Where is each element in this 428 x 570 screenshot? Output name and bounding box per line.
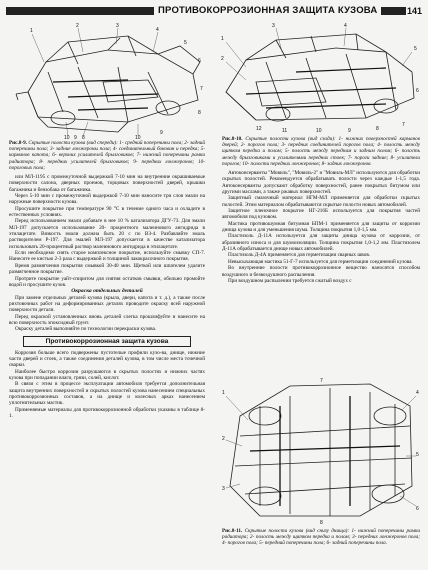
paragraph: При воздушном распылении требуется сжатый воздух с [228, 277, 352, 284]
paragraph: Перед окраской установленных вновь деталей слегка прошлифуйте и нанесите на всю поверхность эпоксидный грунт. [9, 313, 205, 326]
page-header [6, 4, 422, 18]
paragraph: Через 5-10 мин с промежуточной выдержкой 7-10 мин наносите три слоя эмали на наружные поверхности кузова. [9, 193, 205, 206]
paragraph: Время размягчения покрытия смывкой 30-40 мин. Щеткой или шпателем удалите размягченное покрытие. [9, 262, 205, 276]
fig3-label: 6 [416, 506, 419, 512]
paragraph: Пластизоль Д-11А используется для защиты днища кузова от коррозии, от абразивного износа и для шумоизоляции. Толщина покрытия 1,0-1,2 мм. Пластизолем Д-11А обрабатывается днище новых автомобилей. [222, 233, 420, 253]
paragraph: Автоконсерванты "Мовиль", "Мовиль-2" и "Мовиль-МЛ" используются для обработки скрытых полостей. Рекомендуется обрабатывать полости через каждые 1-1,5 года. Автоконсерванты допускают обработку поверхностей, ранее покрытых битумом или другими маслами, а также ржавых поверхностей. [222, 170, 420, 196]
figure-8-9-car-front [8, 22, 208, 140]
figure-8-11-caption [222, 528, 420, 547]
paragraph: Перед использованием эмали добавьте в нее 10 % катализатора ДГУ-73. Для эмали МЛ-197 допускается использование 20- процентного малеинового ангидрида в этилацетате. Вязкость эмали должна быть 20 с по ВЗ-4. Разбавляйте эмаль растворителем Р-197. Для эмалей МЛ-197 допускается в качестве катализатора использовать 20-процентный раствор малеинового ангидрида в этилацетате. [9, 218, 205, 250]
paragraph: Просушите покрытие при температуре 90 °С в течение одного часа и охладите в естественных условиях. [9, 205, 205, 219]
fig3-label: 1 [222, 390, 225, 396]
paragraph: В связи с этим в процессе эксплуатации автомобиля требуется дополнительная защита внутренних поверхностей и скрытых полостей кузова нанесением специальных противокоррозионных составов, а на днище и колесных арках нанесением уплотнительных мастик. [9, 381, 205, 407]
fig3-label: 2 [222, 436, 225, 442]
caption-text: Скрытые полости кузова (вид сзади): 1- нижних поверхностей карманов дверей; 2- порогов пола; 3- передних соединителей порогов пола; 4- полость между щитком передка и полом; 5- полость между передним и задним полом; 6- полость между брызговиками и усилителями передних стоек; 7- пороги задние; 8- усилители порогов; 10- полости передних лонжеронов; 8- задних лонжеронов. [222, 136, 420, 167]
fig3-label: 8 [320, 520, 323, 526]
fig2-label: 4 [344, 23, 347, 29]
fig1-label: 8 [198, 110, 201, 116]
fig1-label: 10 [64, 135, 70, 140]
paragraph: Окраску деталей выполняйте по технологии перекраски кузова. [15, 326, 157, 333]
fig3-label: 7 [320, 378, 323, 384]
section-title: Противокоррозионная защита кузова [23, 336, 191, 347]
caption-lead: Рис.8-9. [9, 140, 27, 146]
caption-lead: Рис.8-11. [222, 528, 243, 534]
fig2-label: 9 [348, 128, 351, 134]
caption-lead: Рис.8-10. [222, 136, 243, 142]
fig1-label: 9 [160, 130, 163, 136]
header-title: ПРОТИВОКОРРОЗИОННАЯ ЗАЩИТА КУЗОВА [154, 4, 381, 18]
right-column [222, 136, 420, 284]
fig2-label: 2 [221, 56, 224, 62]
paragraph: Протрите покрытие уайт-спиритом для снятия остатков смывки, обильно промойте водой и просушите кузов. [9, 275, 205, 288]
paragraph: При замене отдельных деталей кузова (крыла, двери, капота и т. д.), а также после рихтовочных работ на деформированных деталях проводите окраску всей наружной поверхности детали. [9, 294, 205, 314]
paragraph: Пластизоль Д-4А применяется для герметизации сварных швов. [228, 252, 371, 259]
left-column [9, 140, 205, 419]
paragraph: Применяемые материалы для противокоррозионной обработки указаны в таблице 8-1. [9, 406, 205, 420]
fig2-label: 11 [282, 128, 288, 134]
paragraph: Если необходимо снять старое комплексное покрытие, используйте смывку СП-7. Нанесите ее кистью 2-3 раза с выдержкой и толщиной лакокрасочного покрытия. [9, 250, 205, 263]
figure-8-9-caption [9, 140, 205, 171]
page-number: 141 [406, 6, 422, 16]
fig1-label: 4 [156, 27, 159, 33]
fig1-label: 9 [74, 135, 77, 140]
fig2-label: 1 [221, 36, 224, 42]
paragraph: Во внутренние полости противокоррозионное вещество наносятся способом воздушного и безвоздушного распыления. [222, 265, 420, 278]
figure-8-11-underbody [220, 376, 422, 526]
subheading: Окраска отдельных деталей [71, 288, 143, 295]
figure-8-10-caption [222, 136, 420, 167]
fig1-label: 10 [135, 135, 141, 140]
fig1-label: 1 [30, 28, 33, 34]
fig1-label: 5 [184, 40, 187, 46]
fig2-label: 5 [414, 46, 417, 52]
figure-8-10-car-rear [216, 22, 422, 134]
fig2-label: 3 [272, 23, 275, 29]
paragraph: Невысыхающая мастика 51-Г-7 используется для герметизации соединений кузова. [228, 258, 413, 265]
fig1-label: 3 [116, 23, 119, 29]
paragraph: Коррозия больше всего подвержены пустотелые профили кузо-ва, днище, нижние части дверей и стоек, а также соединения деталей кузова, в том числе места точечной сварки. [9, 349, 205, 369]
fig1-label: 7 [200, 86, 203, 92]
fig1-label: 2 [76, 23, 79, 29]
paragraph: Защитный смазочный материал НГМ-МЛ применяется для обработки скрытых полостей. Этим материалом обрабатываются скрытые полости новых автомобилей. [222, 195, 420, 208]
fig3-label: 5 [416, 452, 419, 458]
fig1-label: 6 [198, 58, 201, 64]
fig2-label: 8 [376, 126, 379, 132]
paragraph: Наиболее быстро коррозии разрушаются в скрытых полостях и нижних частях кузова при попадании влаги, грязи, солей, кислот. [9, 368, 205, 381]
paragraph: Мастика противошумная битумная БПМ-1 применяется для защиты от коррозии днища кузова и для уменьшения шума. Толщина покрытия 1,0-1,5 мм. [222, 220, 420, 234]
fig3-label: 4 [416, 390, 419, 396]
fig2-label: 10 [316, 128, 322, 134]
paragraph: Защитное пленочное покрытие НГ-216Б используется для покрытия частей автомобиля под кузовом. [222, 208, 420, 221]
fig2-label: 12 [256, 126, 262, 132]
fig2-label: 7 [402, 122, 405, 128]
fig1-label: 8 [82, 135, 85, 140]
caption-text: Скрытые полости кузова (вид спереди): 1- средний поперечины пола; 2- задний поперечины пола; 3- задние лонжероны пола; 4- соединительный боковин и передка; 5- карманов капота; 6- верхних усилителей брызговиков; 7- нижний поперечины рамки радиатора; 8- передних усилителей брызговиков; 9- передних лонжеронов; 10- пороговых пола; [9, 140, 205, 171]
paragraph: или МЛ-1195 с промежуточной выдержкой 7-10 мин на внутренние окрашиваемые поверхности салона, дверных проемов, торцовых поверхностей дверей, крышки багажника и бензобака от багажника. [9, 174, 205, 193]
fig3-label: 3 [222, 486, 225, 492]
caption-text: Скрытые полости кузова (вид снизу днища): 1- нижний поперечины рамки радиатора; 2- полость между щитком передка и полом; 3- передних лонжеронов пола; 4- порогов пола; 5- передний поперечины пола; 6- задний поперечины пола. [222, 528, 421, 547]
fig2-label: 6 [416, 88, 419, 94]
